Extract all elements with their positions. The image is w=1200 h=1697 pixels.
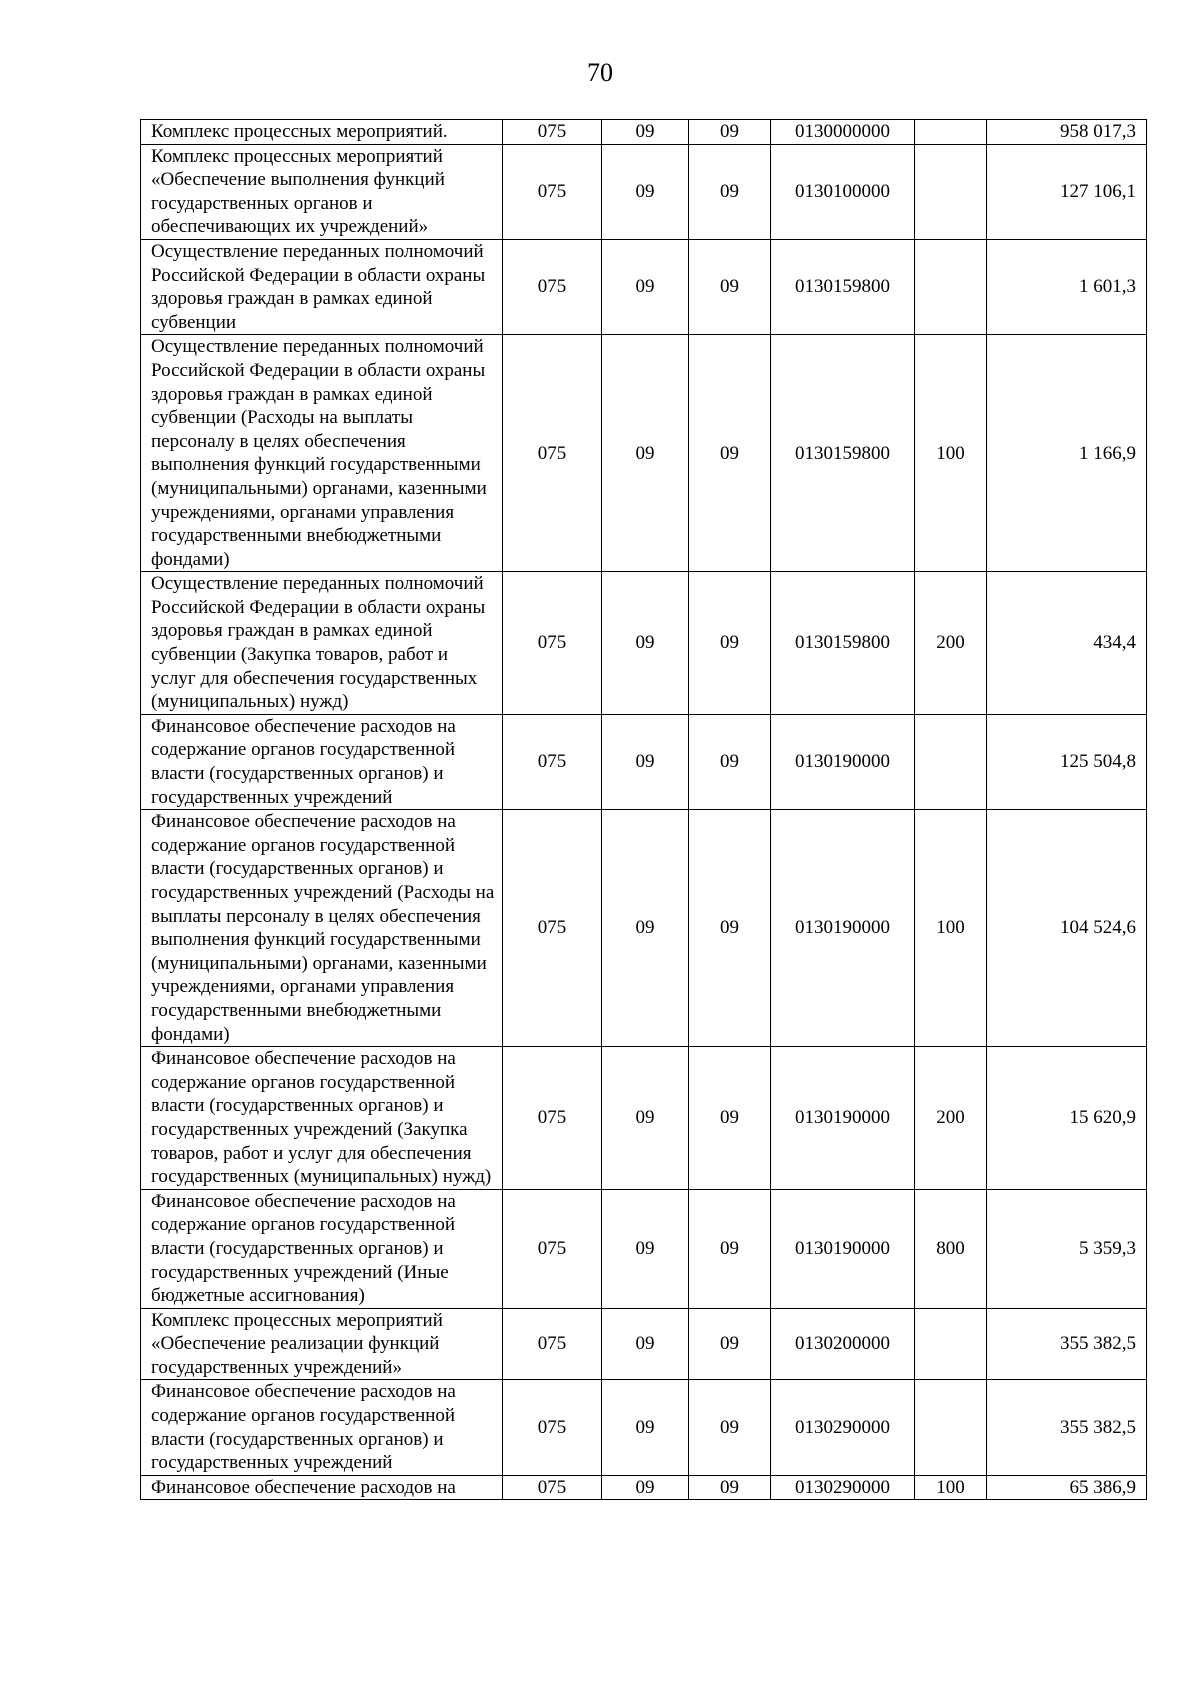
- grbs-code-cell: 075: [503, 1189, 602, 1308]
- amount-cell: 104 524,6: [987, 810, 1147, 1047]
- table-row: [141, 572, 1147, 715]
- table-row: [141, 810, 1147, 1047]
- table-row: [141, 335, 1147, 572]
- expense-name-cell: Осуществление переданных полномочий Российской Федерации в области охраны здоровья граждан в рамках единой субвенции: [141, 239, 503, 334]
- expense-name-cell: Финансовое обеспечение расходов на содержание органов государственной власти (государственных органов) и государственных учреждений (Закупка товаров, работ и услуг для обеспечения государственных (муниципальных) нужд): [141, 1047, 503, 1190]
- expense-type-cell: [915, 144, 987, 239]
- expense-type-cell: 800: [915, 1189, 987, 1308]
- section-code-cell: 09: [602, 239, 689, 334]
- expense-type-cell: [915, 1308, 987, 1380]
- subsection-code-cell: 09: [689, 1380, 771, 1475]
- amount-cell: 127 106,1: [987, 144, 1147, 239]
- amount-cell: 5 359,3: [987, 1189, 1147, 1308]
- amount-cell: 355 382,5: [987, 1308, 1147, 1380]
- section-code-cell: 09: [602, 810, 689, 1047]
- amount-cell: 1 166,9: [987, 335, 1147, 572]
- section-code-cell: 09: [602, 1308, 689, 1380]
- expense-name-cell: Комплекс процессных мероприятий «Обеспечение реализации функций государственных учреждений»: [141, 1308, 503, 1380]
- expense-name-cell: Осуществление переданных полномочий Российской Федерации в области охраны здоровья граждан в рамках единой субвенции (Закупка товаров, работ и услуг для обеспечения государственных (муниципальных) нужд): [141, 572, 503, 715]
- expense-name-cell: Финансовое обеспечение расходов на содержание органов государственной власти (государственных органов) и государственных учреждений: [141, 1380, 503, 1475]
- subsection-code-cell: 09: [689, 810, 771, 1047]
- section-code-cell: 09: [602, 1047, 689, 1190]
- table-row: [141, 714, 1147, 809]
- grbs-code-cell: 075: [503, 572, 602, 715]
- subsection-code-cell: 09: [689, 239, 771, 334]
- expense-type-cell: [915, 714, 987, 809]
- table-row: [141, 1380, 1147, 1475]
- subsection-code-cell: 09: [689, 1047, 771, 1190]
- expense-type-cell: 100: [915, 335, 987, 572]
- target-article-cell: 0130159800: [771, 239, 915, 334]
- table-row: [141, 1308, 1147, 1380]
- target-article-cell: 0130159800: [771, 572, 915, 715]
- expense-type-cell: [915, 239, 987, 334]
- expense-type-cell: 200: [915, 1047, 987, 1190]
- expense-name-cell: Финансовое обеспечение расходов на: [141, 1475, 503, 1500]
- target-article-cell: 0130190000: [771, 1189, 915, 1308]
- page-number: 70: [587, 58, 613, 87]
- expense-name-cell: Комплекс процессных мероприятий «Обеспечение выполнения функций государственных органов и обеспечивающих их учреждений»: [141, 144, 503, 239]
- expense-type-cell: [915, 1380, 987, 1475]
- table-row: [141, 144, 1147, 239]
- expense-name-cell: Финансовое обеспечение расходов на содержание органов государственной власти (государственных органов) и государственных учреждений: [141, 714, 503, 809]
- grbs-code-cell: 075: [503, 1047, 602, 1190]
- table-row: [141, 1047, 1147, 1190]
- target-article-cell: 0130100000: [771, 144, 915, 239]
- amount-cell: 15 620,9: [987, 1047, 1147, 1190]
- section-code-cell: 09: [602, 1475, 689, 1500]
- grbs-code-cell: 075: [503, 1475, 602, 1500]
- section-code-cell: 09: [602, 714, 689, 809]
- target-article-cell: 0130200000: [771, 1308, 915, 1380]
- amount-cell: 1 601,3: [987, 239, 1147, 334]
- subsection-code-cell: 09: [689, 1189, 771, 1308]
- subsection-code-cell: 09: [689, 144, 771, 239]
- expense-name-cell: Осуществление переданных полномочий Российской Федерации в области охраны здоровья граждан в рамках единой субвенции (Расходы на выплаты персоналу в целях обеспечения выполнения функций государственными (муниципальными) органами, казенными учреждениями, органами управления государственными внебюджетными фондами): [141, 335, 503, 572]
- subsection-code-cell: 09: [689, 572, 771, 715]
- section-code-cell: 09: [602, 572, 689, 715]
- amount-cell: 958 017,3: [987, 120, 1147, 145]
- section-code-cell: 09: [602, 144, 689, 239]
- target-article-cell: 0130290000: [771, 1380, 915, 1475]
- expense-type-cell: [915, 120, 987, 145]
- section-code-cell: 09: [602, 335, 689, 572]
- grbs-code-cell: 075: [503, 335, 602, 572]
- target-article-cell: 0130000000: [771, 120, 915, 145]
- section-code-cell: 09: [602, 120, 689, 145]
- grbs-code-cell: 075: [503, 239, 602, 334]
- target-article-cell: 0130190000: [771, 714, 915, 809]
- section-code-cell: 09: [602, 1380, 689, 1475]
- expense-type-cell: 100: [915, 1475, 987, 1500]
- amount-cell: 125 504,8: [987, 714, 1147, 809]
- expense-name-cell: Финансовое обеспечение расходов на содержание органов государственной власти (государственных органов) и государственных учреждений (Иные бюджетные ассигнования): [141, 1189, 503, 1308]
- amount-cell: 355 382,5: [987, 1380, 1147, 1475]
- table-row: [141, 1475, 1147, 1500]
- grbs-code-cell: 075: [503, 1380, 602, 1475]
- budget-table: [140, 119, 1147, 1500]
- subsection-code-cell: 09: [689, 714, 771, 809]
- target-article-cell: 0130190000: [771, 1047, 915, 1190]
- expense-type-cell: 200: [915, 572, 987, 715]
- expense-name-cell: Комплекс процессных мероприятий.: [141, 120, 503, 145]
- section-code-cell: 09: [602, 1189, 689, 1308]
- grbs-code-cell: 075: [503, 144, 602, 239]
- grbs-code-cell: 075: [503, 714, 602, 809]
- subsection-code-cell: 09: [689, 335, 771, 572]
- grbs-code-cell: 075: [503, 810, 602, 1047]
- amount-cell: 434,4: [987, 572, 1147, 715]
- subsection-code-cell: 09: [689, 1308, 771, 1380]
- target-article-cell: 0130159800: [771, 335, 915, 572]
- grbs-code-cell: 075: [503, 1308, 602, 1380]
- expense-type-cell: 100: [915, 810, 987, 1047]
- table-row: [141, 1189, 1147, 1308]
- target-article-cell: 0130290000: [771, 1475, 915, 1500]
- amount-cell: 65 386,9: [987, 1475, 1147, 1500]
- table-row: [141, 239, 1147, 334]
- subsection-code-cell: 09: [689, 120, 771, 145]
- expense-name-cell: Финансовое обеспечение расходов на содержание органов государственной власти (государственных органов) и государственных учреждений (Расходы на выплаты персоналу в целях обеспечения выполнения функций государственными (муниципальными) органами, казенными учреждениями, органами управления государственными внебюджетными фондами): [141, 810, 503, 1047]
- table-row: [141, 120, 1147, 145]
- grbs-code-cell: 075: [503, 120, 602, 145]
- subsection-code-cell: 09: [689, 1475, 771, 1500]
- target-article-cell: 0130190000: [771, 810, 915, 1047]
